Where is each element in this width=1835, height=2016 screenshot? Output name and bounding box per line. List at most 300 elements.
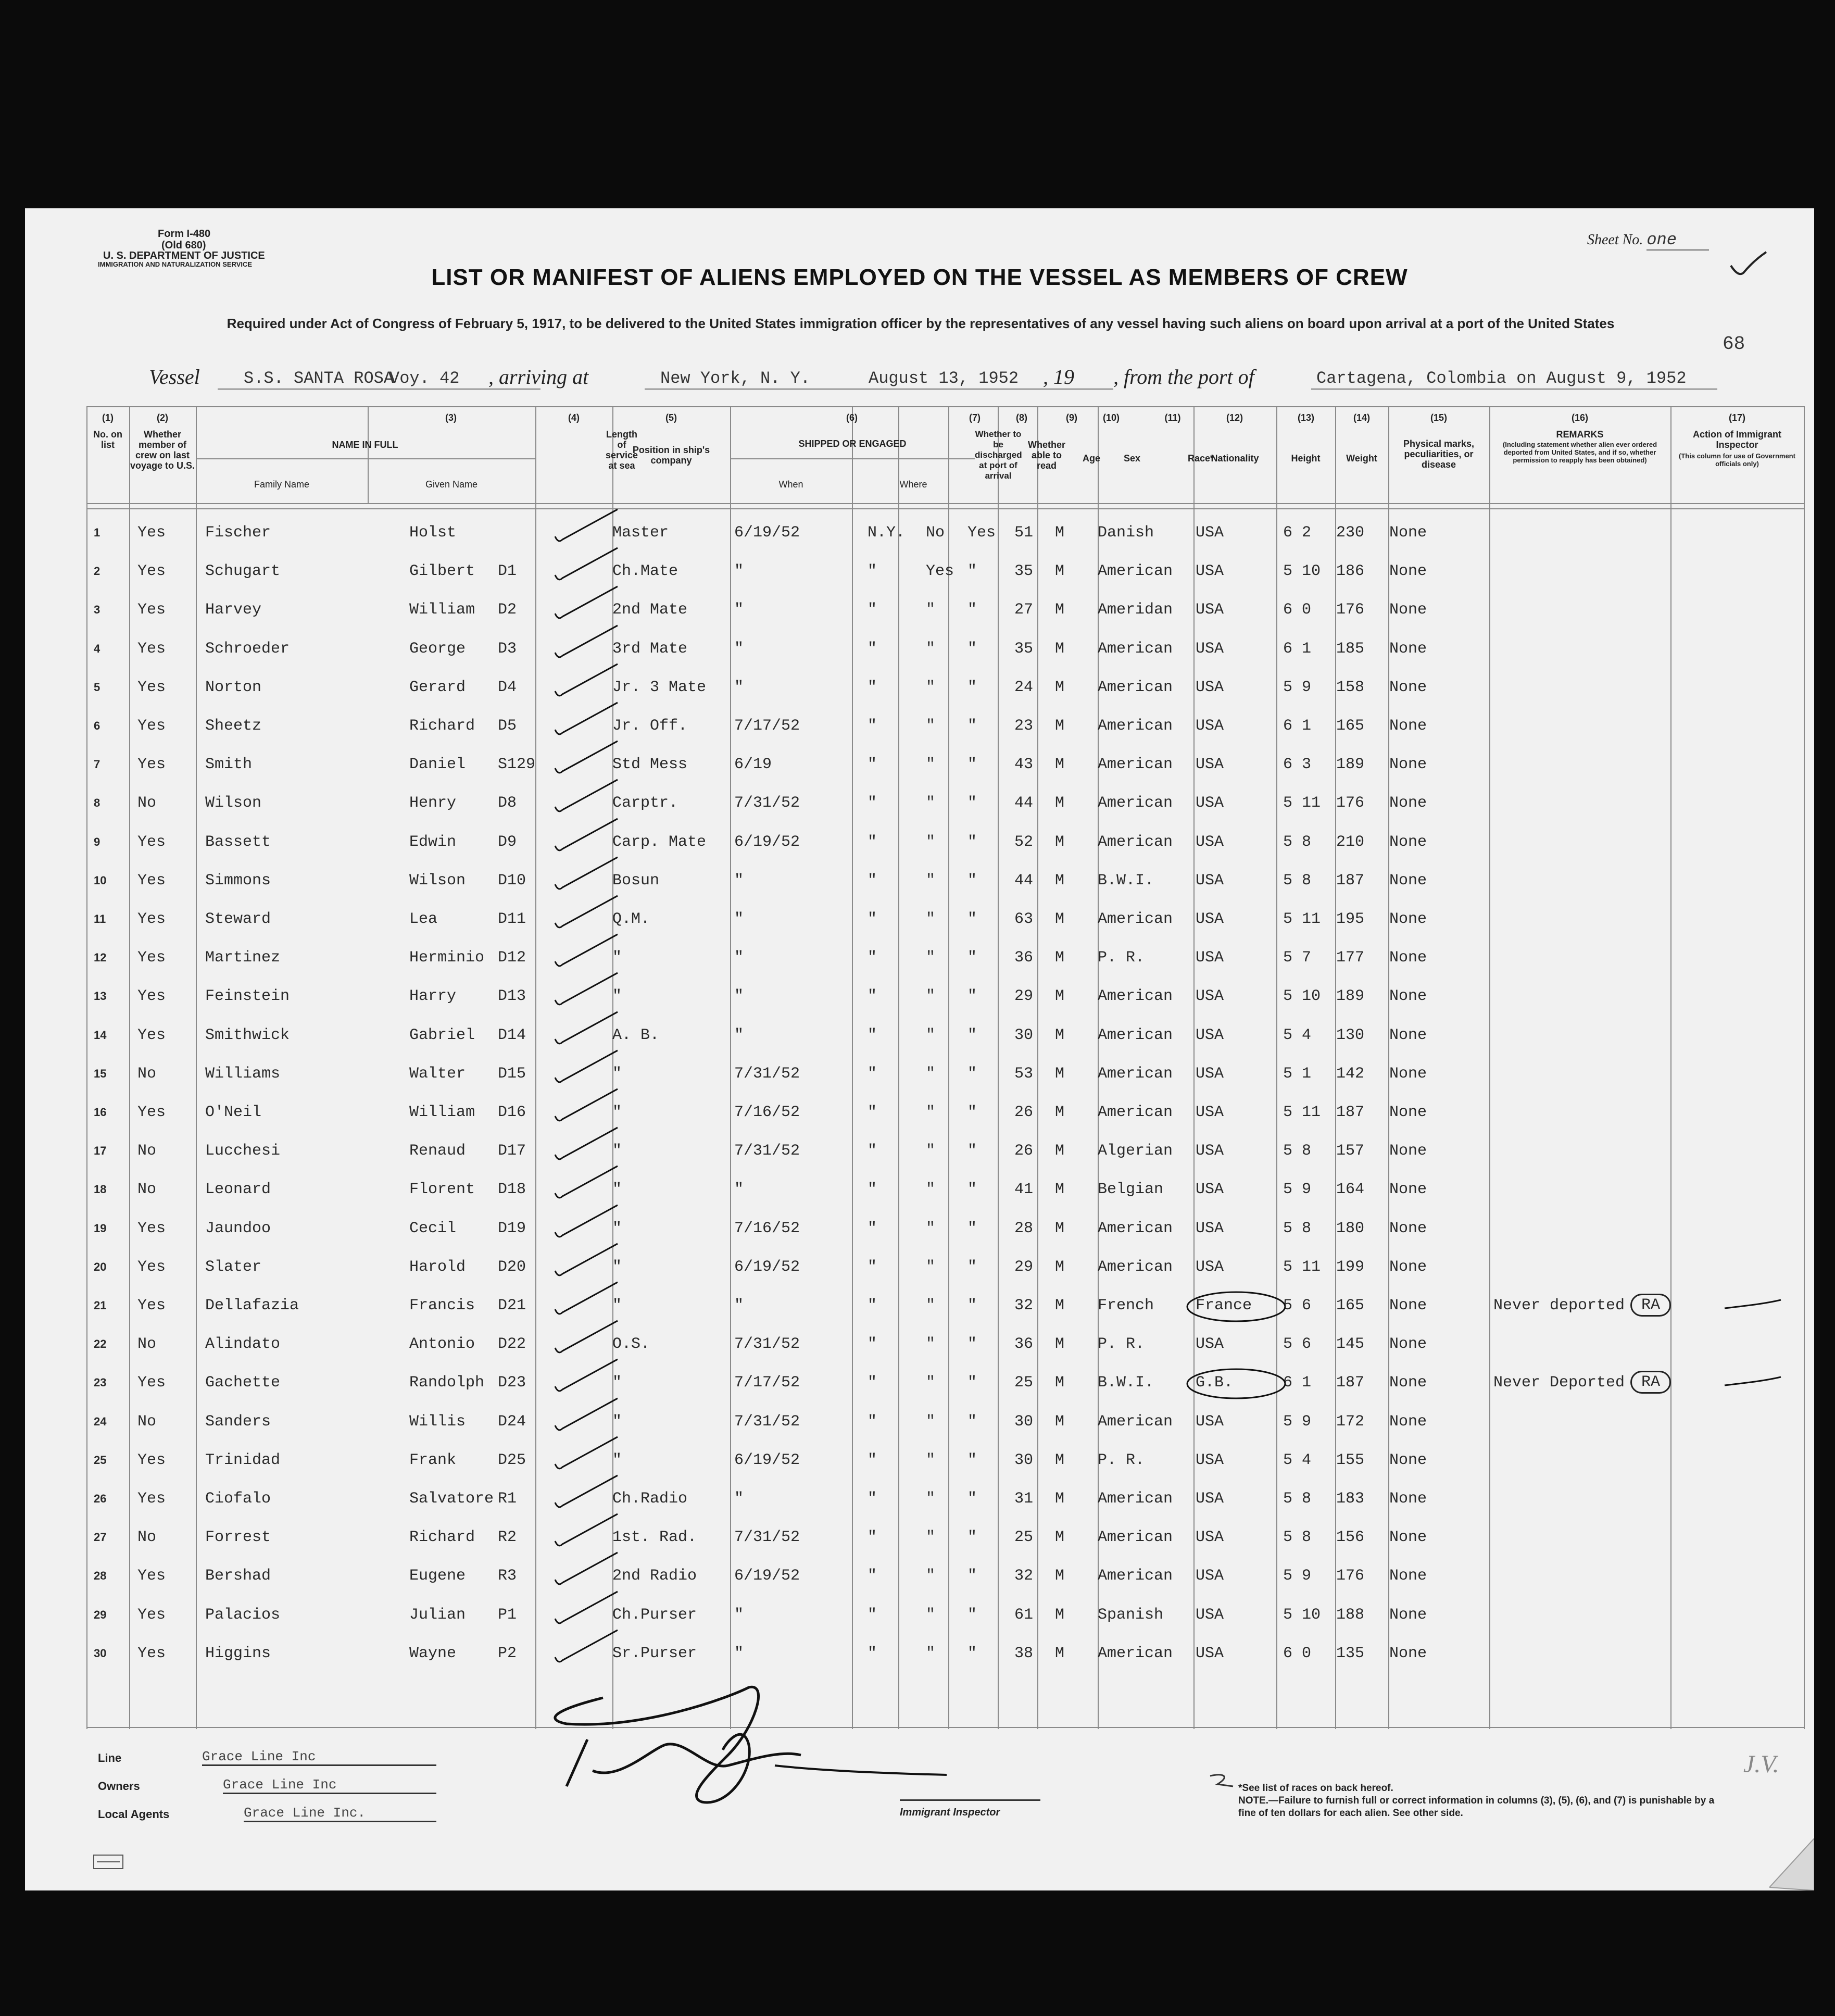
column-number: (6) xyxy=(846,412,858,423)
position: Master xyxy=(612,524,669,542)
column-number: (7) xyxy=(969,412,981,423)
family-name: Williams xyxy=(205,1065,281,1083)
weight: 158 xyxy=(1336,678,1365,696)
shipped-where: " xyxy=(868,1219,877,1237)
row-number: 28 xyxy=(94,1569,107,1583)
crew-code: D16 xyxy=(498,1104,526,1121)
family-name: Dellafazia xyxy=(205,1297,299,1314)
column-number: (13) xyxy=(1297,412,1314,423)
position: Bosun xyxy=(612,871,660,890)
inspector-signature xyxy=(530,1667,957,1818)
shipped-when: 6/19/52 xyxy=(734,833,800,851)
check-tick xyxy=(550,1355,623,1397)
shipped-where: " xyxy=(868,1412,877,1431)
discharged: " xyxy=(926,601,936,619)
family-name: Ciofalo xyxy=(205,1490,271,1508)
check-tick xyxy=(550,544,623,585)
crew-code: D9 xyxy=(498,833,517,851)
family-name: Bershad xyxy=(205,1567,271,1585)
shipped-when: " xyxy=(734,910,744,928)
position: " xyxy=(612,1181,622,1199)
col-discharged: Whether to be discharged at port of arrival xyxy=(975,429,1022,481)
approval-mark xyxy=(1721,1370,1784,1391)
crew-code: D13 xyxy=(498,987,526,1006)
height: 5 8 xyxy=(1283,1142,1312,1160)
table-row xyxy=(86,1442,1805,1481)
nationality: USA xyxy=(1196,1104,1224,1121)
sheet-label: Sheet No. xyxy=(1587,232,1643,248)
weight: 230 xyxy=(1336,524,1365,542)
nationality: USA xyxy=(1196,1606,1224,1624)
able-to-read: " xyxy=(967,987,977,1006)
age: 43 xyxy=(1014,756,1034,774)
col-race: Race* xyxy=(1187,453,1214,464)
race: American xyxy=(1098,1644,1173,1662)
nationality: USA xyxy=(1196,949,1224,967)
given-name: Harry xyxy=(409,987,457,1006)
physical-marks: None xyxy=(1389,1412,1427,1431)
able-to-read: " xyxy=(967,1606,977,1624)
penalty-note: NOTE.—Failure to furnish full or correct information in columns (3), (5), (6), and (7) is punishable by a fine of ten dollars for each alien. See other side. xyxy=(1238,1795,1715,1819)
check-tick xyxy=(550,1510,623,1551)
crew-code: D2 xyxy=(498,601,517,619)
family-name: Feinstein xyxy=(205,987,290,1006)
shipped-when: 6/19/52 xyxy=(734,524,800,542)
position: Q.M. xyxy=(612,910,650,928)
col-given: Given Name xyxy=(425,479,478,490)
family-name: Leonard xyxy=(205,1181,271,1199)
column-number: (11) xyxy=(1164,412,1181,423)
position: " xyxy=(612,1104,622,1121)
column-number: (14) xyxy=(1353,412,1370,423)
crew-last-voyage: Yes xyxy=(137,987,166,1006)
initials: J.V. xyxy=(1743,1750,1779,1778)
nationality: France xyxy=(1196,1297,1252,1314)
race: American xyxy=(1098,833,1173,851)
crew-code: D10 xyxy=(498,871,526,890)
height: 5 4 xyxy=(1283,1026,1312,1044)
able-to-read: " xyxy=(967,562,977,581)
nationality: USA xyxy=(1196,1529,1224,1547)
page-subtitle: Required under Act of Congress of February 5, 1917, to be delivered to the United States immigration officer by the representatives of any vessel having such aliens on board upon arrival at a port of the United States xyxy=(227,316,1615,331)
shipped-where: " xyxy=(868,1606,877,1624)
family-name: Schroeder xyxy=(205,640,290,658)
col-action: Action of Immigrant Inspector xyxy=(1693,429,1781,450)
age: 63 xyxy=(1014,910,1034,928)
weight: 180 xyxy=(1336,1219,1365,1237)
col-no: No. on list xyxy=(93,429,122,450)
col-action-sub: (This column for use of Government officials only) xyxy=(1679,452,1795,468)
physical-marks: None xyxy=(1389,1181,1427,1199)
crew-last-voyage: No xyxy=(137,794,157,812)
able-to-read: " xyxy=(967,833,977,851)
physical-marks: None xyxy=(1389,1606,1427,1624)
family-name: Bassett xyxy=(205,833,271,851)
shipped-when: " xyxy=(734,1490,744,1508)
height: 5 4 xyxy=(1283,1451,1312,1469)
col-nationality: Nationality xyxy=(1211,453,1259,464)
physical-marks: None xyxy=(1389,1567,1427,1585)
shipped-where: " xyxy=(868,1181,877,1199)
race: Algerian xyxy=(1098,1142,1173,1160)
age: 30 xyxy=(1014,1451,1034,1469)
given-name: Antonio xyxy=(409,1335,475,1354)
shipped-when: " xyxy=(734,871,744,890)
nationality: USA xyxy=(1196,1644,1224,1662)
crew-last-voyage: Yes xyxy=(137,717,166,735)
table-row xyxy=(86,631,1805,669)
race: American xyxy=(1098,794,1173,812)
physical-marks: None xyxy=(1389,1258,1427,1276)
able-to-read: " xyxy=(967,678,977,696)
height: 5 9 xyxy=(1283,678,1312,696)
discharged: No xyxy=(926,524,945,542)
age: 35 xyxy=(1014,562,1034,581)
discharged: " xyxy=(926,1490,936,1508)
race: American xyxy=(1098,1026,1173,1044)
check-tick xyxy=(550,1317,623,1358)
row-number: 7 xyxy=(94,758,100,771)
col-shipped: SHIPPED OR ENGAGED xyxy=(798,439,907,449)
weight: 156 xyxy=(1336,1529,1365,1547)
age: 38 xyxy=(1014,1644,1034,1662)
crew-last-voyage: Yes xyxy=(137,756,166,774)
arriving-label: , arriving at xyxy=(488,365,589,389)
service: IMMIGRATION AND NATURALIZATION SERVICE xyxy=(98,260,253,268)
column-number: (4) xyxy=(568,412,580,423)
physical-marks: None xyxy=(1389,1142,1427,1160)
crew-code: D4 xyxy=(498,678,517,696)
family-name: Wilson xyxy=(205,794,262,812)
check-tick xyxy=(550,1548,623,1590)
crew-code: D24 xyxy=(498,1412,526,1431)
row-number: 6 xyxy=(94,719,100,732)
given-name: Lea xyxy=(409,910,438,928)
crew-code: D12 xyxy=(498,949,526,967)
able-to-read: " xyxy=(967,640,977,658)
physical-marks: None xyxy=(1389,601,1427,619)
check-tick xyxy=(550,582,623,624)
family-name: Schugart xyxy=(205,562,281,581)
family-name: Lucchesi xyxy=(205,1142,281,1160)
sex: M xyxy=(1055,910,1065,928)
position: 2nd Mate xyxy=(612,601,688,619)
table-row xyxy=(86,824,1805,862)
table-row xyxy=(86,1481,1805,1519)
height: 5 8 xyxy=(1283,1490,1312,1508)
family-name: Martinez xyxy=(205,949,281,967)
given-name: Edwin xyxy=(409,833,457,851)
able-to-read: " xyxy=(967,1026,977,1044)
given-name: William xyxy=(409,601,475,619)
weight: 165 xyxy=(1336,717,1365,735)
shipped-where: " xyxy=(868,1490,877,1508)
race: Danish xyxy=(1098,524,1154,542)
height: 6 1 xyxy=(1283,640,1312,658)
family-name: O'Neil xyxy=(205,1104,262,1121)
sex: M xyxy=(1055,1297,1065,1314)
physical-marks: None xyxy=(1389,833,1427,851)
table-row xyxy=(86,978,1805,1017)
shipped-when: " xyxy=(734,1297,744,1314)
position: 3rd Mate xyxy=(612,640,688,658)
age: 26 xyxy=(1014,1104,1034,1121)
age: 52 xyxy=(1014,833,1034,851)
age: 30 xyxy=(1014,1026,1034,1044)
crew-code: S129 xyxy=(498,756,536,774)
race: Ameridan xyxy=(1098,601,1173,619)
position: Ch.Purser xyxy=(612,1606,697,1624)
age: 51 xyxy=(1014,524,1034,542)
height: 5 8 xyxy=(1283,871,1312,890)
remarks: Never deported xyxy=(1493,1297,1625,1314)
physical-marks: None xyxy=(1389,562,1427,581)
table-row xyxy=(86,901,1805,940)
column-number: (8) xyxy=(1016,412,1027,423)
race: American xyxy=(1098,717,1173,735)
physical-marks: None xyxy=(1389,1335,1427,1354)
given-name: Cecil xyxy=(409,1219,457,1237)
position: O.S. xyxy=(612,1335,650,1354)
check-tick xyxy=(550,1239,623,1281)
weight: 187 xyxy=(1336,1374,1365,1392)
sex: M xyxy=(1055,794,1065,812)
family-name: Fischer xyxy=(205,524,271,542)
approval-mark xyxy=(1721,1293,1784,1313)
crew-code: D23 xyxy=(498,1374,526,1392)
table-row xyxy=(86,746,1805,785)
weight: 189 xyxy=(1336,987,1365,1006)
able-to-read: " xyxy=(967,1181,977,1199)
physical-marks: None xyxy=(1389,1065,1427,1083)
sex: M xyxy=(1055,1219,1065,1237)
form-number: Form I-480 xyxy=(158,228,211,240)
row-number: 1 xyxy=(94,526,100,539)
col-where: Where xyxy=(899,479,927,490)
height: 5 6 xyxy=(1283,1297,1312,1314)
given-name: Gilbert xyxy=(409,562,475,581)
column-number: (5) xyxy=(665,412,677,423)
race: French xyxy=(1098,1297,1154,1314)
form-old-number: (Old 680) xyxy=(161,240,206,251)
height: 5 9 xyxy=(1283,1412,1312,1431)
shipped-where: " xyxy=(868,1644,877,1662)
family-name: Steward xyxy=(205,910,271,928)
weight: 135 xyxy=(1336,1644,1365,1662)
shipped-when: " xyxy=(734,1181,744,1199)
crew-code: R1 xyxy=(498,1490,517,1508)
check-tick xyxy=(550,775,623,817)
nationality: USA xyxy=(1196,678,1224,696)
height: 5 6 xyxy=(1283,1335,1312,1354)
age: 36 xyxy=(1014,949,1034,967)
table-row xyxy=(86,1364,1805,1403)
physical-marks: None xyxy=(1389,524,1427,542)
physical-marks: None xyxy=(1389,640,1427,658)
age: 35 xyxy=(1014,640,1034,658)
crew-code: D11 xyxy=(498,910,526,928)
shipped-when: 7/17/52 xyxy=(734,1374,800,1392)
crew-code: R2 xyxy=(498,1529,517,1547)
shipped-where: " xyxy=(868,1258,877,1276)
crew-last-voyage: Yes xyxy=(137,833,166,851)
position: Jr. Off. xyxy=(612,717,688,735)
discharged: " xyxy=(926,910,936,928)
family-name: Gachette xyxy=(205,1374,281,1392)
family-name: Sheetz xyxy=(205,717,262,735)
table-row xyxy=(86,1056,1805,1094)
check-tick xyxy=(550,815,623,856)
crew-code: D1 xyxy=(498,562,517,581)
discharged: " xyxy=(926,1374,936,1392)
nationality: USA xyxy=(1196,1219,1224,1237)
height: 6 2 xyxy=(1283,524,1312,542)
row-number: 21 xyxy=(94,1299,107,1312)
sex: M xyxy=(1055,1490,1065,1508)
height: 6 3 xyxy=(1283,756,1312,774)
check-tick xyxy=(550,1046,623,1088)
crew-code: D3 xyxy=(498,640,517,658)
able-to-read: " xyxy=(967,1065,977,1083)
table-row xyxy=(86,1210,1805,1249)
shipped-where: " xyxy=(868,1451,877,1469)
check-tick xyxy=(550,969,623,1010)
shipped-when: " xyxy=(734,1606,744,1624)
voyage-number: Voy. 42 xyxy=(389,369,460,388)
given-name: Walter xyxy=(409,1065,466,1083)
nationality: USA xyxy=(1196,562,1224,581)
weight: 188 xyxy=(1336,1606,1365,1624)
family-name: Trinidad xyxy=(205,1451,281,1469)
department: U. S. DEPARTMENT OF JUSTICE xyxy=(103,250,265,261)
line-label: Line xyxy=(98,1751,122,1764)
age: 31 xyxy=(1014,1490,1034,1508)
given-name: Julian xyxy=(409,1606,466,1624)
table-row xyxy=(86,553,1805,592)
race: American xyxy=(1098,1567,1173,1585)
discharged: " xyxy=(926,1181,936,1199)
physical-marks: None xyxy=(1389,949,1427,967)
able-to-read: " xyxy=(967,1219,977,1237)
check-tick xyxy=(550,1587,623,1629)
position: Carp. Mate xyxy=(612,833,707,851)
shipped-where: " xyxy=(868,1335,877,1354)
crew-code: D15 xyxy=(498,1065,526,1083)
crew-code: D8 xyxy=(498,794,517,812)
column-number: (3) xyxy=(445,412,457,423)
nationality: USA xyxy=(1196,717,1224,735)
race: P. R. xyxy=(1098,1451,1145,1469)
check-tick xyxy=(550,1008,623,1049)
physical-marks: None xyxy=(1389,1104,1427,1121)
age: 32 xyxy=(1014,1567,1034,1585)
shipped-when: " xyxy=(734,562,744,581)
column-number: (9) xyxy=(1066,412,1077,423)
shipped-where: " xyxy=(868,794,877,812)
shipped-where: " xyxy=(868,717,877,735)
discharged: " xyxy=(926,1142,936,1160)
able-to-read: " xyxy=(967,1529,977,1547)
shipped-where: " xyxy=(868,987,877,1006)
age: 61 xyxy=(1014,1606,1034,1624)
shipped-where: " xyxy=(868,949,877,967)
crew-last-voyage: No xyxy=(137,1142,157,1160)
row-number: 13 xyxy=(94,990,107,1003)
sex: M xyxy=(1055,717,1065,735)
race: B.W.I. xyxy=(1098,1374,1154,1392)
shipped-where: " xyxy=(868,1065,877,1083)
height: 5 8 xyxy=(1283,1529,1312,1547)
check-tick xyxy=(550,1394,623,1436)
age: 25 xyxy=(1014,1374,1034,1392)
shipped-where: " xyxy=(868,756,877,774)
crew-code: D21 xyxy=(498,1297,526,1314)
row-number: 25 xyxy=(94,1453,107,1467)
position: Sr.Purser xyxy=(612,1644,697,1662)
position: A. B. xyxy=(612,1026,660,1044)
sex: M xyxy=(1055,1374,1065,1392)
crew-last-voyage: Yes xyxy=(137,1567,166,1585)
check-tick xyxy=(550,1201,623,1243)
nationality: USA xyxy=(1196,1026,1224,1044)
crew-last-voyage: Yes xyxy=(137,1219,166,1237)
race: American xyxy=(1098,678,1173,696)
col-sex: Sex xyxy=(1123,453,1141,464)
page-number: 68 xyxy=(1723,333,1745,355)
weight: 155 xyxy=(1336,1451,1365,1469)
year-label: , 19 xyxy=(1043,365,1074,389)
shipped-when: " xyxy=(734,1026,744,1044)
able-to-read: " xyxy=(967,1451,977,1469)
height: 5 10 xyxy=(1283,987,1321,1006)
race: American xyxy=(1098,1065,1173,1083)
weight: 145 xyxy=(1336,1335,1365,1354)
nationality: USA xyxy=(1196,524,1224,542)
position: " xyxy=(612,1142,622,1160)
race: Belgian xyxy=(1098,1181,1164,1199)
position: 2nd Radio xyxy=(612,1567,697,1585)
height: 5 10 xyxy=(1283,562,1321,581)
physical-marks: None xyxy=(1389,678,1427,696)
nationality: USA xyxy=(1196,1065,1224,1083)
crew-last-voyage: Yes xyxy=(137,949,166,967)
race: B.W.I. xyxy=(1098,871,1154,890)
weight: 176 xyxy=(1336,1567,1365,1585)
nationality: USA xyxy=(1196,640,1224,658)
family-name: Smith xyxy=(205,756,253,774)
sex: M xyxy=(1055,1258,1065,1276)
able-to-read: " xyxy=(967,1374,977,1392)
discharged: " xyxy=(926,987,936,1006)
row-number: 4 xyxy=(94,642,100,655)
check-tick xyxy=(550,1278,623,1320)
owners-label: Owners xyxy=(98,1780,140,1793)
race: American xyxy=(1098,1490,1173,1508)
able-to-read: " xyxy=(967,1412,977,1431)
nationality: USA xyxy=(1196,1142,1224,1160)
shipped-where: " xyxy=(868,871,877,890)
shipped-where: " xyxy=(868,833,877,851)
family-name: Harvey xyxy=(205,601,262,619)
weight: 195 xyxy=(1336,910,1365,928)
check-tick xyxy=(550,853,623,895)
able-to-read: " xyxy=(967,1490,977,1508)
page-title: LIST OR MANIFEST OF ALIENS EMPLOYED ON THE VESSEL AS MEMBERS OF CREW xyxy=(431,265,1408,290)
owners-value: Grace Line Inc xyxy=(223,1777,436,1794)
check-tick xyxy=(550,737,623,779)
row-number: 5 xyxy=(94,680,100,694)
shipped-where: " xyxy=(868,1297,877,1314)
